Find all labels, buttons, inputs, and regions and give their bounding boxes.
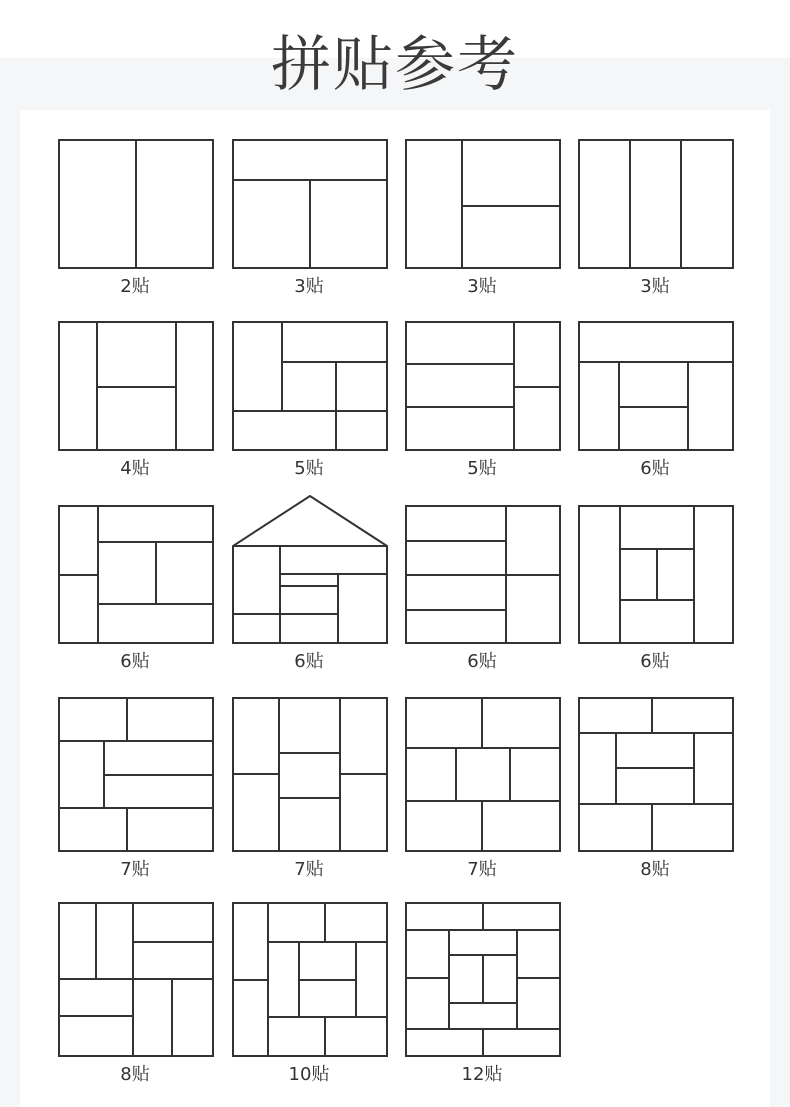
layout-outline	[233, 496, 387, 643]
layout-tile	[232, 697, 386, 880]
layout-label: 6贴	[120, 651, 150, 672]
layout-label: 5贴	[467, 458, 497, 479]
layout-diagram	[58, 139, 214, 269]
layout-outline	[579, 140, 733, 268]
layout-tile	[405, 321, 559, 479]
layout-tile	[405, 505, 559, 672]
layout-tile	[58, 697, 212, 880]
layout-outline	[406, 140, 560, 268]
layout-label: 10贴	[288, 1064, 330, 1085]
layout-tile	[578, 697, 732, 880]
layout-outline	[233, 322, 387, 450]
layout-diagram	[405, 321, 561, 451]
layout-diagram	[58, 505, 214, 644]
layout-label: 8贴	[640, 859, 670, 880]
layout-label: 3贴	[640, 276, 670, 297]
layout-label: 6贴	[640, 458, 670, 479]
layout-diagram	[232, 495, 388, 644]
layout-diagram	[405, 505, 561, 644]
layout-tile	[232, 321, 386, 479]
layout-diagram	[578, 697, 734, 852]
layout-diagram	[58, 902, 214, 1057]
layout-tile	[578, 139, 732, 297]
layout-tile	[232, 902, 386, 1085]
layout-label: 6贴	[467, 651, 497, 672]
layout-label: 12贴	[461, 1064, 503, 1085]
layout-tile	[232, 495, 386, 672]
layout-diagram	[232, 697, 388, 852]
layout-diagram	[58, 697, 214, 852]
layout-diagram	[232, 902, 388, 1057]
layout-label: 7贴	[467, 859, 497, 880]
layout-diagram	[578, 139, 734, 269]
layout-label: 2贴	[120, 276, 150, 297]
layout-tile	[578, 505, 732, 672]
layout-diagram	[232, 321, 388, 451]
layout-label: 3贴	[294, 276, 324, 297]
layout-label: 6贴	[294, 651, 324, 672]
layout-diagram	[232, 139, 388, 269]
layout-diagram	[405, 902, 561, 1057]
layout-tile	[58, 505, 212, 672]
layout-tile	[58, 902, 212, 1085]
layout-tile	[405, 902, 559, 1085]
layout-label: 7贴	[294, 859, 324, 880]
layout-label: 6贴	[640, 651, 670, 672]
layout-tile	[58, 139, 212, 297]
layout-diagram	[58, 321, 214, 451]
layout-outline	[579, 322, 733, 450]
layout-tile	[58, 321, 212, 479]
layout-tile	[405, 139, 559, 297]
page-title: 拼贴参考	[271, 30, 519, 100]
layout-diagram	[405, 697, 561, 852]
layout-diagram	[578, 505, 734, 644]
layout-label: 8贴	[120, 1064, 150, 1085]
layout-label: 3贴	[467, 276, 497, 297]
layout-diagram	[405, 139, 561, 269]
layout-tile	[578, 321, 732, 479]
layout-outline	[579, 698, 733, 851]
layout-label: 7贴	[120, 859, 150, 880]
layout-label: 4贴	[120, 458, 150, 479]
layout-tile	[405, 697, 559, 880]
layout-diagram	[578, 321, 734, 451]
layout-tile	[232, 139, 386, 297]
layout-label: 5贴	[294, 458, 324, 479]
